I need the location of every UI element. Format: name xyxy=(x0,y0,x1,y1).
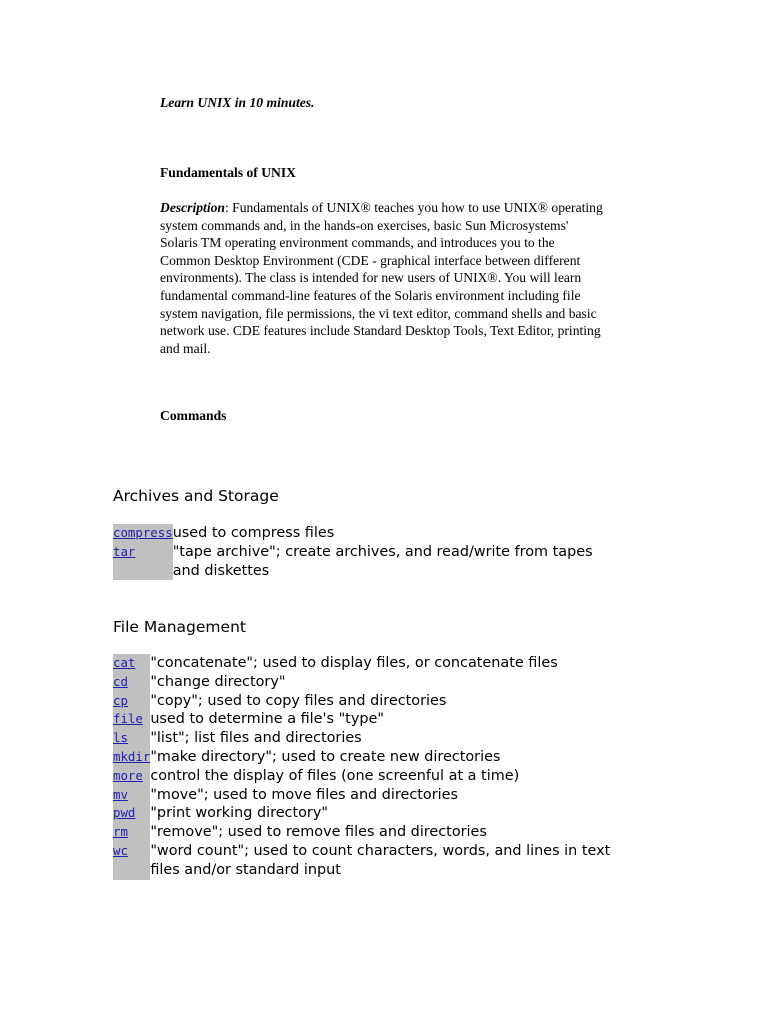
description-line: : Fundamentals of UNIX® teaches you how to use UNIX® operating xyxy=(224,200,603,215)
command-link-cat[interactable]: cat xyxy=(113,655,136,670)
description-line: system navigation, file permissions, the vi text editor, command shells and basic xyxy=(160,305,597,321)
command-description: "remove"; used to remove files and directories xyxy=(150,824,487,841)
command-link-tar[interactable]: tar xyxy=(113,543,136,559)
description-line: system commands and, in the hands-on exercises, basic Sun Microsystems' xyxy=(160,217,569,233)
command-description xyxy=(173,543,593,581)
command-link-ls[interactable]: ls xyxy=(113,730,128,746)
section-title-archives: Archives and Storage xyxy=(113,487,279,505)
command-description: "concatenate"; used to display files, or concatenate files xyxy=(150,655,558,671)
archives-command-table xyxy=(113,524,593,580)
command-link-pwd[interactable]: pwd xyxy=(113,805,136,821)
description-line: "word count"; used to count characters, words, and lines in text xyxy=(150,842,611,859)
table-row xyxy=(113,710,610,729)
description-line: Common Desktop Environment (CDE - graphical interface between different xyxy=(160,252,581,268)
command-description xyxy=(150,842,610,880)
section-title-file-management: File Management xyxy=(113,618,246,636)
command-cell xyxy=(113,786,150,805)
description-line: fundamental command-line features of the Solaris environment including file xyxy=(160,287,581,303)
table-row xyxy=(113,804,610,823)
table-row xyxy=(113,524,593,543)
command-description: "make directory"; used to create new directories xyxy=(150,748,501,765)
command-description: "change directory" xyxy=(150,673,286,690)
description-line: and mail. xyxy=(160,340,211,356)
table-row xyxy=(113,767,610,786)
course-description xyxy=(160,199,660,357)
table-row xyxy=(113,842,610,880)
command-description: "copy"; used to copy files and directories xyxy=(150,692,447,709)
command-cell xyxy=(113,842,150,880)
table-row xyxy=(113,748,610,767)
command-link-mv[interactable]: mv xyxy=(113,786,128,802)
intro-title: Learn UNIX in 10 minutes. xyxy=(160,95,315,110)
description-line: and diskettes xyxy=(172,562,270,579)
description-line: Solaris TM operating environment commands, and introduces you to the xyxy=(160,235,555,251)
course-title: Fundamentals of UNIX xyxy=(160,165,296,180)
command-link-wc[interactable]: wc xyxy=(113,842,128,858)
command-description: used to compress files xyxy=(172,525,335,541)
command-description: "list"; list files and directories xyxy=(150,730,362,747)
command-cell xyxy=(113,748,150,767)
command-link-cp[interactable]: cp xyxy=(113,692,128,708)
intro-block xyxy=(160,94,660,425)
description-line: network use. CDE features include Standard Desktop Tools, Text Editor, printing xyxy=(160,323,601,339)
command-link-compress[interactable]: compress xyxy=(113,525,173,540)
command-link-more[interactable]: more xyxy=(113,767,143,783)
command-link-cd[interactable]: cd xyxy=(113,673,128,689)
file-management-command-table xyxy=(113,654,610,880)
description-line: files and/or standard input xyxy=(150,861,341,878)
command-link-mkdir[interactable]: mkdir xyxy=(113,748,151,764)
command-cell xyxy=(113,710,150,729)
commands-heading: Commands xyxy=(160,408,227,424)
table-row xyxy=(113,692,610,711)
command-description: "print working directory" xyxy=(150,805,328,822)
command-cell xyxy=(113,767,150,786)
command-cell xyxy=(113,673,150,692)
table-row xyxy=(113,823,610,842)
command-cell xyxy=(113,692,150,711)
description-line: environments). The class is intended for new users of UNIX®. You will learn xyxy=(160,270,582,286)
command-cell xyxy=(113,654,150,673)
command-cell xyxy=(113,729,150,748)
command-cell xyxy=(113,524,173,543)
command-link-file[interactable]: file xyxy=(113,711,143,727)
command-cell xyxy=(113,543,173,581)
description-line: "tape archive"; create archives, and read/write from tapes xyxy=(172,543,593,560)
command-cell xyxy=(113,804,150,823)
table-row xyxy=(113,673,610,692)
command-cell xyxy=(113,823,150,842)
description-label: Description xyxy=(160,200,225,215)
table-row xyxy=(113,543,593,581)
table-row xyxy=(113,786,610,805)
command-link-rm[interactable]: rm xyxy=(113,824,128,840)
command-description: "move"; used to move files and directories xyxy=(150,786,458,803)
command-description: used to determine a file's "type" xyxy=(150,711,384,728)
table-row xyxy=(113,654,610,673)
table-row xyxy=(113,729,610,748)
command-description: control the display of files (one screenful at a time) xyxy=(150,767,520,784)
